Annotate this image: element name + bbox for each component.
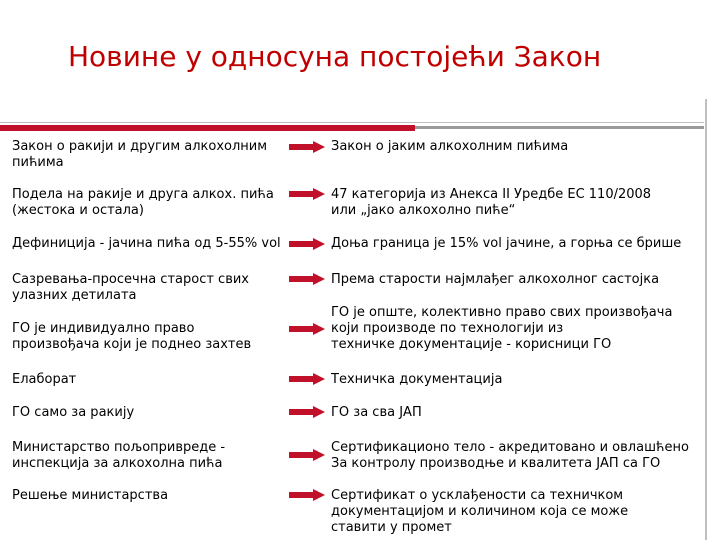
row-6-left: Елаборат: [12, 372, 77, 387]
row-4-right: Према старости најмлађег алкохолног састојка: [331, 272, 660, 287]
header-gray-bar: [415, 126, 704, 129]
row-3-left: Дефиниција - јачина пића од 5-55% vol: [12, 236, 281, 251]
row-8-right: Сертификационо тело - акредитовано и овлашћено За контролу производње и квалитета ЈАП са ГО: [331, 440, 689, 471]
row-9-right: Сертификат о усклађености са техничком документацијом и количином која се може ставити у промет: [331, 488, 629, 535]
row-1-left: Закон о ракији и другим алкохолним пићима: [12, 139, 268, 170]
row-7-left: ГО само за ракију: [12, 405, 135, 420]
arrow-right-icon: [289, 273, 325, 285]
arrow-right-icon: [289, 188, 325, 200]
row-5-left: ГО је индивидуално право произвођача који је поднео захтев: [12, 321, 252, 352]
arrow-right-icon: [289, 238, 325, 250]
header-rule: [0, 122, 704, 123]
arrow-right-icon: [289, 449, 325, 461]
arrow-right-icon: [289, 489, 325, 501]
row-4-left: Сазревања-просечна старост свих улазних детилата: [12, 272, 249, 303]
row-5-right: ГО је опште, колективно право свих произвођача који производе по технологији из техничке документације - корисници ГО: [331, 305, 673, 352]
decorative-frame: [705, 99, 720, 540]
arrow-right-icon: [289, 323, 325, 335]
row-7-right: ГО за сва ЈАП: [331, 405, 422, 420]
row-8-left: Министарство пољопривреде - инспекција за алкохолна пића: [12, 440, 226, 471]
row-9-left: Решење министарства: [12, 488, 169, 503]
row-2-right: 47 категорија из Анекса II Уредбе ЕС 110/2008 или „јако алкохолно пиће“: [331, 187, 652, 218]
row-6-right: Техничка документација: [331, 372, 503, 387]
slide-title: Новине у односуна постојећи Закон: [68, 40, 602, 73]
header-accent-bar: [0, 125, 415, 131]
arrow-right-icon: [289, 373, 325, 385]
arrow-right-icon: [289, 141, 325, 153]
arrow-right-icon: [289, 406, 325, 418]
row-2-left: Подела на ракије и друга алкох. пића (жестока и остала): [12, 187, 274, 218]
row-3-right: Доња граница је 15% vol јачине, а горња се брише: [331, 236, 682, 251]
row-1-right: Закон о јаким алкохолним пићима: [331, 139, 569, 154]
